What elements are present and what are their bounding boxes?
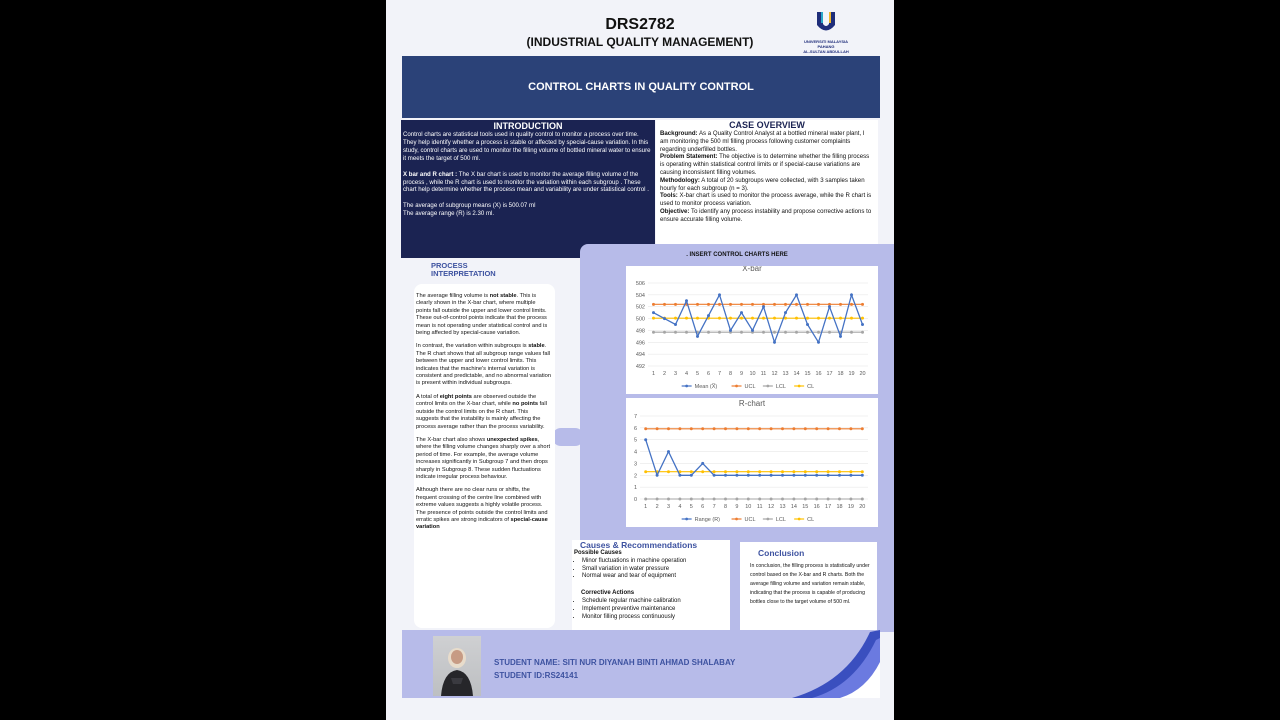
lcl-point [815,498,818,501]
range-r-point [827,474,830,477]
mean-x-point [696,335,699,338]
case-objective-label: Objective: [660,207,690,215]
intro-xbar-label: X bar and R chart : [403,170,458,178]
mean-x-point [685,299,688,302]
cl-legend-marker [798,518,801,521]
case-tools-label: Tools: [660,192,678,200]
x-tick-label: 12 [768,504,775,510]
lcl-point [747,498,750,501]
charts-panel-label: . INSERT CONTROL CHARTS HERE [686,252,788,258]
intro-xbar-text: The X bar chart is used to monitor the average filling volume of the process , while the R chart is used to monitor the variation within each subgroup . These chart help determine whether the process mean and variability are under statistical control . [403,170,649,194]
lcl-point [656,498,659,501]
student-id: STUDENT ID:RS24141 [494,671,579,680]
x-tick-label: 14 [793,371,800,377]
cl-point [806,317,809,320]
range-r-point [792,474,795,477]
y-tick-label: 2 [633,473,637,480]
lcl-point [663,331,666,334]
ucl-point [718,303,721,306]
y-tick-label: 498 [635,328,645,335]
x-tick-label: 5 [695,371,700,377]
range-r-point [747,474,750,477]
range-r-point [781,474,784,477]
unexpected-spikes-emphasis: unexpected spikes [486,436,538,443]
lcl-point [817,331,820,334]
stable-emphasis: stable [528,343,545,350]
lcl-point [644,498,647,501]
conclusion-panel [740,542,877,630]
mean-x-legend-label: Mean (X̅) [694,384,718,390]
range-r-point [644,438,647,441]
causes-recommendations-panel [572,540,730,632]
r-chart-box [626,398,878,527]
lcl-point [724,498,727,501]
ucl-point [861,303,864,306]
ucl-point [678,427,681,430]
lcl-point [740,331,743,334]
x-tick-label: 4 [678,504,682,510]
x-tick-label: 20 [859,504,866,510]
lcl-point [770,498,773,501]
cl-point [718,317,721,320]
x-tick-label: 15 [802,504,809,510]
ucl-point [707,303,710,306]
case-background [660,130,874,153]
r-chart [626,398,878,527]
lcl-point [762,331,765,334]
cl-point [861,470,864,473]
y-tick-label: 6 [633,425,637,432]
lcl-point [804,498,807,501]
process-title-line2: INTERPRETATION [431,269,496,278]
mean-x-point [652,311,655,314]
cl-point [751,317,754,320]
cl-point [667,470,670,473]
range-r-legend-label: Range (R) [694,517,721,523]
mean-x-point [762,305,765,308]
special-cause-emphasis: special-cause variation [416,516,548,531]
y-tick-label: 3 [633,461,637,468]
poster-banner [402,56,880,118]
university-logo-icon [815,10,837,34]
cl-point [795,317,798,320]
lcl-legend-label: LCL [775,384,786,390]
intro-paragraph-1: Control charts are statistical tools used in quality control to monitor a process over time. They help identify whether a process is stable or affected by special-cause variation. In this study, control charts are used to monitor the filling volume of bottled mineral water to ensure it meets the target of 500 ml. [403,131,651,162]
ucl-point [827,427,830,430]
banner-title: CONTROL CHARTS IN QUALITY CONTROL [528,81,754,93]
x-tick-label: 16 [815,371,822,377]
cl-legend-marker [798,385,801,388]
lcl-point [773,331,776,334]
possible-causes-list [572,558,730,581]
y-tick-label: 0 [633,497,637,503]
lcl-point [781,498,784,501]
panel-connector [552,428,584,446]
lcl-point [850,331,853,334]
x-tick-label: 13 [782,371,789,377]
ucl-point [758,427,761,430]
process-paragraph-1: The average filling volume is not stable. This is clearly shown in the X-bar chart, where multiple points fall outside the upper and lower control limits. These out-of-control points indicate that the process mean is not operating under statistical control and is being affected by special-cause variation. [416,293,548,337]
x-tick-label: 14 [790,504,797,510]
process-title-line1: PROCESS [431,261,468,270]
x-tick-label: 19 [848,371,855,377]
case-method-text: A total of 20 subgroups were collected, with 3 samples taken hourly for each subgroup (n = 3). [660,176,865,192]
lcl-point [678,498,681,501]
range-r-point [815,474,818,477]
cl-point [701,470,704,473]
x-tick-label: 8 [723,504,728,510]
cl-point [773,317,776,320]
lcl-point [828,331,831,334]
y-tick-label: 504 [635,292,645,299]
x-tick-label: 11 [760,371,767,377]
case-problem [660,153,874,176]
student-footer [402,630,880,698]
conclusion-text: In conclusion, the filling process is statistically under control based on the X-bar and R charts. Both the average filling volume and variation remain stable, indicating that the process is capable of producing bottles close to the target volume of 500 ml. [750,563,870,605]
range-r-point [770,474,773,477]
x-tick-label: 19 [847,504,854,510]
mean-x-point [806,323,809,326]
lcl-legend-label: LCL [775,517,786,523]
possible-cause-item: • Normal wear and tear of equipment [582,573,730,581]
ucl-point [663,303,666,306]
eight-points-emphasis: eight points [439,393,472,400]
range-r-point [656,474,659,477]
range-r-point [678,474,681,477]
y-tick-label: 500 [635,316,645,323]
case-method [660,177,874,193]
case-background-label: Background: [660,130,698,137]
ucl-point [747,427,750,430]
process-interpretation-panel [414,284,555,628]
cl-point [762,317,765,320]
course-code: DRS2782 [605,16,675,33]
lcl-point [861,331,864,334]
case-objective [660,208,874,224]
range-r-point [724,474,727,477]
ucl-point [784,303,787,306]
cl-point [849,470,852,473]
case-problem-text: The objective is to determine whether the filling process is operating within statistical control limits or if special-cause variations are causing inconsistent filling volumes. [660,153,870,176]
cl-legend-label: CL [807,384,815,390]
process-paragraph-3: A total of eight points are observed outside the control limits on the X-bar chart, while no points fall outside the control limits on the R chart. This suggests that the instability is mainly affecting the process average rather than the process variability. [416,393,547,430]
x-tick-label: 16 [813,504,820,510]
x-tick-label: 10 [749,371,756,377]
lcl-point [685,331,688,334]
cl-point [839,317,842,320]
lcl-point [674,331,677,334]
x-tick-label: 15 [804,371,811,377]
range-r-point [849,474,852,477]
x-tick-label: 17 [826,371,833,377]
lcl-point [792,498,795,501]
y-tick-label: 492 [635,364,645,370]
chart-title: R-chart [738,399,766,408]
cl-point [827,470,830,473]
intro-paragraph-2 [403,171,653,195]
ucl-point [773,303,776,306]
y-tick-label: 506 [635,281,645,287]
corrective-actions-label: Corrective Actions [581,590,635,597]
cl-point [652,317,655,320]
student-portrait-icon [433,636,481,696]
lcl-point [806,331,809,334]
cl-point [758,470,761,473]
case-tools [660,192,874,208]
cl-point [729,317,732,320]
ucl-legend-marker [735,518,738,521]
mean-x-point [850,293,853,296]
ucl-point [770,427,773,430]
mean-x-point [740,311,743,314]
range-r-point [713,474,716,477]
lcl-point [701,498,704,501]
ucl-point [656,427,659,430]
ucl-point [815,427,818,430]
cl-point [817,317,820,320]
x-tick-label: 12 [771,371,778,377]
cl-point [838,470,841,473]
x-tick-label: 3 [673,371,678,377]
x-tick-label: 7 [717,371,722,377]
footer-wave-decoration [792,630,880,698]
corrective-action-item: • Implement preventive maintenance [582,606,730,614]
range-r-point [690,474,693,477]
corrective-action-item: • Monitor filling process continuously [582,614,730,622]
cl-point [828,317,831,320]
lcl-point [667,498,670,501]
possible-causes-label: Possible Causes [574,550,622,556]
mean-x-point [795,293,798,296]
mean-x-point [773,341,776,344]
case-overview-title: CASE OVERVIEW [729,120,805,130]
possible-cause-item: • Small variation in water pressure [582,566,730,574]
mean-x-point [861,323,864,326]
x-tick-label: 18 [837,371,844,377]
cl-point [644,470,647,473]
ucl-legend-marker [735,385,738,388]
mean-x-point [839,335,842,338]
ucl-point [795,303,798,306]
introduction-title: INTRODUCTION [493,121,563,131]
no-points-emphasis: no points [512,401,539,408]
cl-point [740,317,743,320]
x-tick-label: 9 [735,504,739,510]
lcl-point [784,331,787,334]
mean-x-point [784,311,787,314]
lcl-point [758,498,761,501]
x-tick-label: 1 [644,504,648,510]
corrective-action-item: • Schedule regular machine calibration [582,598,730,606]
mean-x-point [729,329,732,332]
cl-point [781,470,784,473]
cl-point [850,317,853,320]
cl-point [804,470,807,473]
mean-x-point [828,305,831,308]
y-tick-label: 1 [633,485,637,492]
xbar-chart-box [626,266,878,394]
conclusion-title: Conclusion [758,548,805,558]
cl-point [690,470,693,473]
ucl-point [701,427,704,430]
intro-range-line: The average range (R) is 2.30 ml. [403,210,495,218]
range-r-point [701,462,704,465]
ucl-point [729,303,732,306]
poster [386,0,894,720]
ucl-point [751,303,754,306]
ucl-point [690,427,693,430]
causes-title: Causes & Recommendations [580,540,698,550]
mean-x-point [663,317,666,320]
cl-point [724,470,727,473]
ucl-point [839,303,842,306]
range-r-point [758,474,761,477]
x-tick-label: 13 [779,504,786,510]
cl-point [861,317,864,320]
case-problem-label: Problem Statement: [660,153,718,161]
x-tick-label: 9 [739,371,744,377]
x-tick-label: 6 [706,371,711,377]
cl-point [696,317,699,320]
lcl-point [827,498,830,501]
cl-point [674,317,677,320]
ucl-point [713,427,716,430]
ucl-point [806,303,809,306]
not-stable-emphasis: not stable [489,293,517,299]
x-tick-label: 5 [689,504,693,510]
xbar-chart [626,266,878,394]
mean-x-point [707,314,710,317]
lcl-legend-marker [766,518,769,521]
ucl-point [849,427,852,430]
range-r-point [667,450,670,453]
range-r-point [735,474,738,477]
y-tick-label: 496 [635,340,645,347]
range-r-point [804,474,807,477]
lcl-legend-marker [766,385,769,388]
mean-x-point [718,293,721,296]
x-tick-label: 6 [701,504,705,510]
cl-point [713,470,716,473]
ucl-point [667,427,670,430]
cl-point [770,470,773,473]
process-interpretation-title [431,262,496,278]
ucl-point [674,303,677,306]
ucl-point [861,427,864,430]
lcl-point [838,498,841,501]
lcl-point [735,498,738,501]
cl-point [747,470,750,473]
y-tick-label: 7 [633,414,637,420]
mean-x-point [817,341,820,344]
cl-point [735,470,738,473]
ucl-point [740,303,743,306]
range-r-line [646,440,863,476]
process-paragraph-4: The X-bar chart also shows unexpected spikes, where the filling volume changes sharply over a short period of time. For example, the average volume increases significantly in Subgroup 7 and then drops sharply in Subgroup 8. These sudden fluctuations indicate irregular process behaviour. [416,436,551,480]
process-paragraph-2: In contrast, the variation within subgroups is stable. The R chart shows that all subgroup range values fall between the upper and lower control limits. This indicates that the machine's internal variation is consistent and predictable, and no abnormal variation is present within individual subgroups. [416,343,552,387]
intro-mean-line: The average of subgroup means (X) is 500.07 ml [403,202,536,210]
case-objective-text: To identify any process instability and propose corrective actions to ensure accurate filling volume. [660,207,872,223]
range-r-legend-marker [685,518,688,521]
process-paragraph-5: Although there are no clear runs or shifts, the frequent crossing of the centre line combined with extreme values suggests a highly volatile process. The presence of points outside the control limits and erratic spikes are strong indicators of special-cause variation [416,487,548,531]
introduction-panel [401,120,655,258]
mean-x-point [751,329,754,332]
lcl-point [652,331,655,334]
x-tick-label: 2 [662,371,667,377]
x-tick-label: 8 [728,371,733,377]
x-tick-label: 7 [712,504,716,510]
student-name: STUDENT NAME: SITI NUR DIYANAH BINTI AHMAD SHALABAY [494,658,736,667]
range-r-point [838,474,841,477]
case-background-text: As a Quality Control Analyst at a bottled mineral water plant, I am monitoring the 500 ml filling process following customer complaints regarding underfilled bottles. [660,130,865,153]
x-tick-label: 11 [756,504,763,510]
lcl-point [849,498,852,501]
cl-point [815,470,818,473]
logo-text-line1: UNIVERSITI MALAYSIA PAHANG [803,39,849,49]
course-name: (INDUSTRIAL QUALITY MANAGEMENT) [526,35,754,49]
ucl-point [652,303,655,306]
y-tick-label: 494 [635,352,645,359]
range-r-point [861,474,864,477]
lcl-point [707,331,710,334]
ucl-point [804,427,807,430]
ucl-legend-label: UCL [744,517,756,523]
x-tick-label: 18 [836,504,843,510]
ucl-point [817,303,820,306]
ucl-point [781,427,784,430]
y-tick-label: 502 [635,304,645,311]
x-tick-label: 3 [666,504,671,510]
ucl-legend-label: UCL [744,384,756,390]
ucl-point [696,303,699,306]
x-tick-label: 10 [745,504,752,510]
ucl-point [850,303,853,306]
case-tools-text: X-bar chart is used to monitor the process average, while the R chart is used to monitor process variation. [660,192,872,208]
x-tick-label: 2 [655,504,659,510]
ucl-point [644,427,647,430]
y-tick-label: 4 [633,449,637,456]
university-logo [796,10,856,54]
x-tick-label: 17 [825,504,832,510]
lcl-point [795,331,798,334]
logo-text-line2: AL-SULTAN ABDULLAH [803,49,849,54]
ucl-point [724,427,727,430]
case-overview-panel [656,120,878,244]
case-method-label: Methodology: [660,176,700,184]
ucl-point [838,427,841,430]
x-tick-label: 4 [684,371,689,377]
mean-x-legend-marker [685,385,688,388]
ucl-point [735,427,738,430]
y-tick-label: 5 [633,437,637,444]
cl-legend-label: CL [807,517,815,523]
x-tick-label: 1 [651,371,656,377]
mean-x-point [674,323,677,326]
lcl-point [861,498,864,501]
cl-point [792,470,795,473]
chart-title: X-bar [742,266,762,273]
ucl-point [792,427,795,430]
x-tick-label: 20 [859,371,866,377]
possible-cause-item: • Minor fluctuations in machine operation [582,558,730,566]
lcl-point [690,498,693,501]
student-photo [433,636,481,696]
lcl-point [713,498,716,501]
lcl-point [718,331,721,334]
cl-point [685,317,688,320]
corrective-actions-list [572,598,730,621]
